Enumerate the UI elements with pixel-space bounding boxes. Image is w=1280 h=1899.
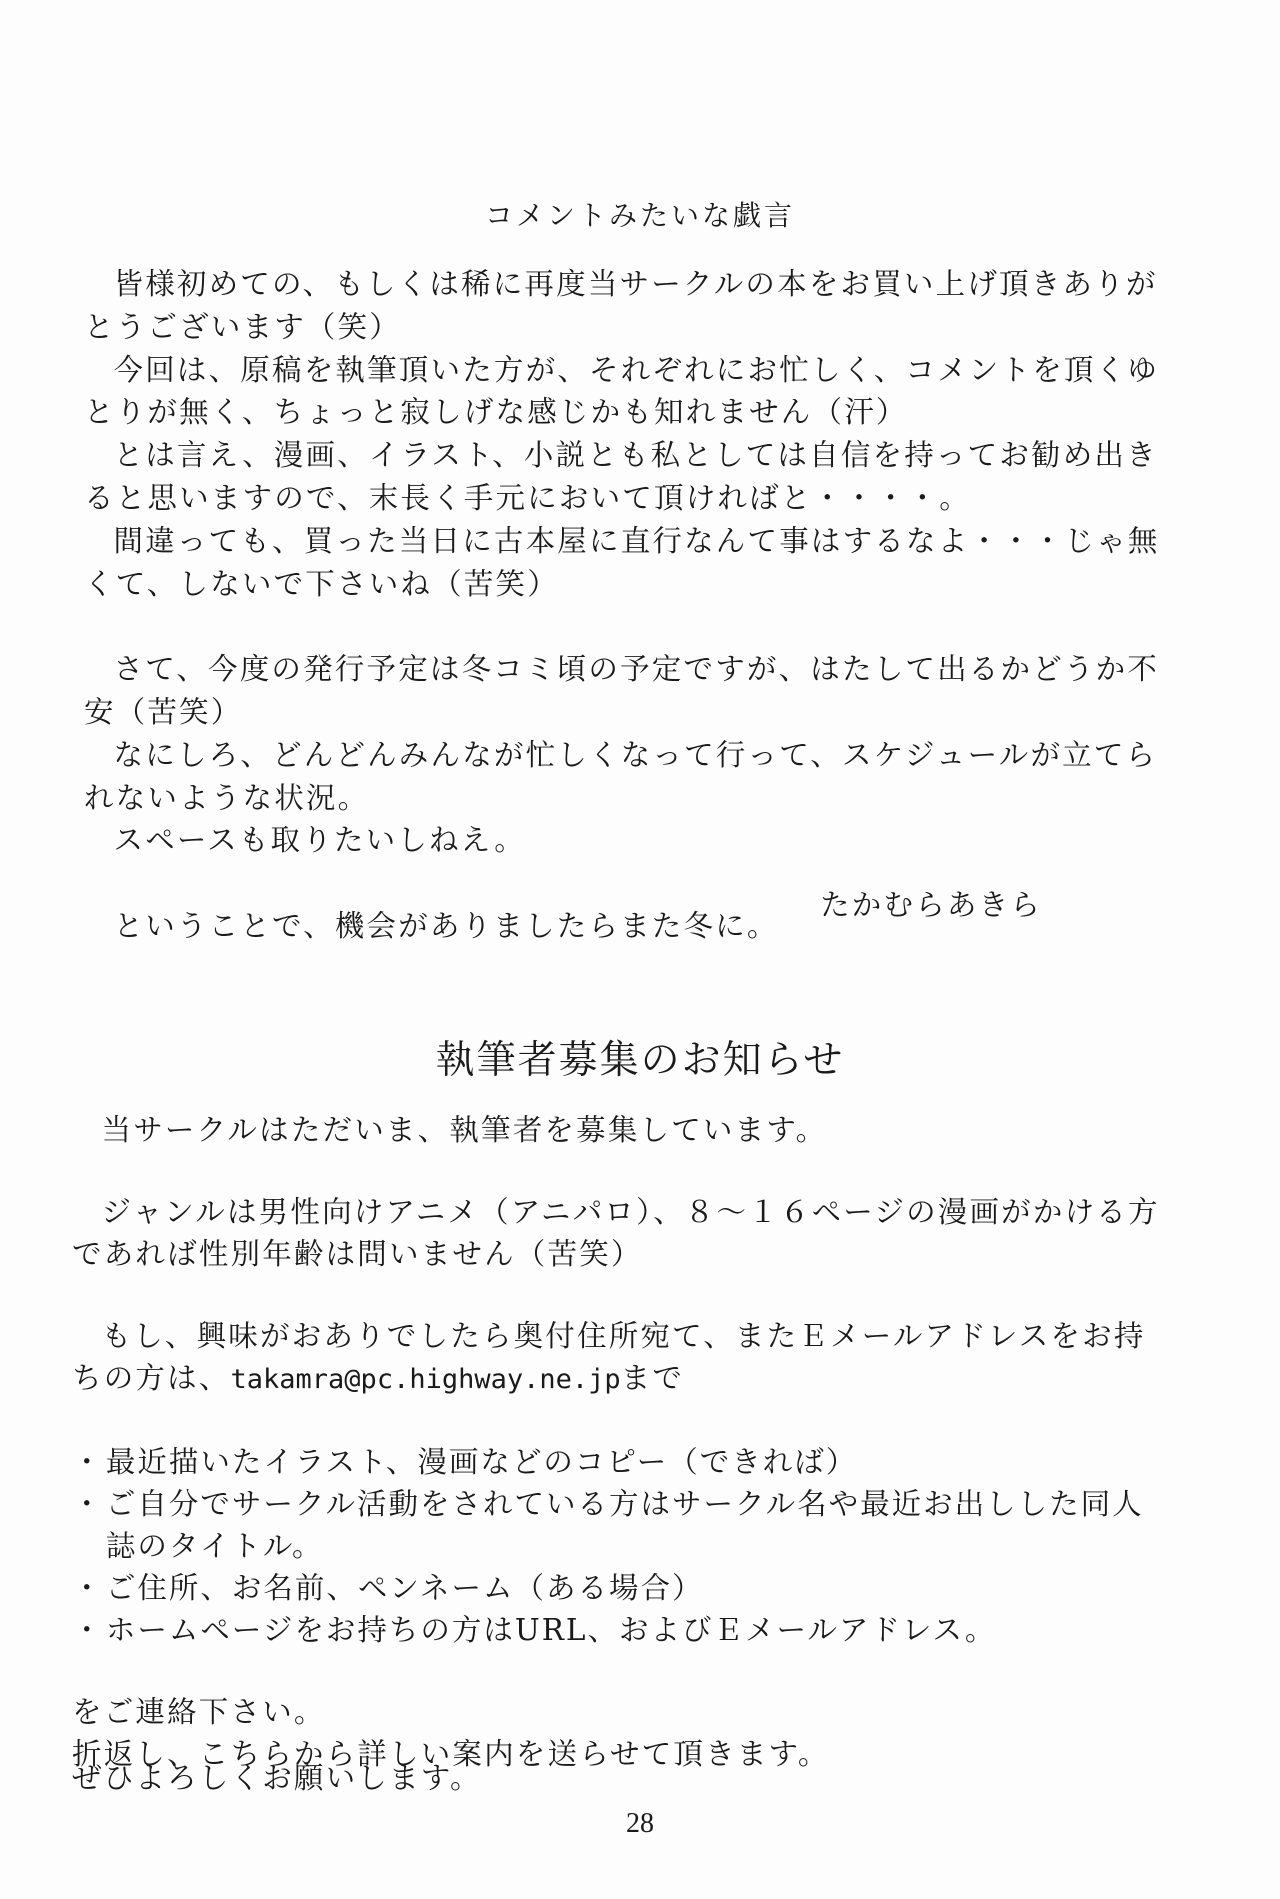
comment-paragraph: さて、今度の発行予定は冬コミ頃の予定ですが、はたして出るかどうか不安（苦笑） — [84, 652, 1160, 729]
comment-paragraph: スペースも取りたいしねえ。 — [113, 823, 526, 858]
recruit-outro-2: 折返し、こちらから詳しい案内を送らせて頂きます。 — [72, 1737, 830, 1771]
list-item-text: ホームページをお持ちの方はURL、およびＥメールアドレス。 — [105, 1613, 997, 1647]
bullet-mark: ・ — [72, 1487, 104, 1521]
comment-paragraph: ということで、機会がありましたらまた冬に。 — [113, 908, 779, 943]
recruit-intro: 当サークルはただいま、執筆者を募集しています。 — [101, 1113, 828, 1147]
closing-line: ぜひよろしくお願いします。 — [72, 1761, 482, 1795]
comment-body — [84, 263, 1180, 948]
comment-paragraph: なにしろ、どんどんみんなが忙しくなって行って、スケジュールが立てられないような状況。 — [84, 737, 1158, 815]
requirements-list — [72, 1441, 1172, 1651]
list-item — [72, 1441, 1172, 1483]
author-signature: たかむらあきら — [820, 888, 1042, 922]
paragraph-gap — [72, 1651, 1172, 1691]
list-item-text: ご自分でサークル活動をされている方はサークル名や最近お出しした同人誌のタイトル。 — [105, 1487, 1144, 1563]
bullet-mark: ・ — [72, 1613, 104, 1647]
paragraph-gap — [72, 1401, 1172, 1441]
contact-suffix: まで — [620, 1361, 685, 1395]
comment-section-title: コメントみたいな戯言 — [484, 199, 795, 232]
comment-paragraph: 皆様初めての、もしくは稀に再度当サークルの本をお買い上げ頂きありがとうございます（笑） — [84, 267, 1158, 344]
recruit-body — [72, 1109, 1172, 1775]
contact-email: takamra@pc.highway.ne.jp — [230, 1364, 621, 1395]
list-item — [72, 1567, 1172, 1609]
recruit-outro-1: をご連絡下さい。 — [72, 1695, 326, 1729]
list-item-text: 最近描いたイラスト、漫画などのコピー（できれば） — [105, 1445, 858, 1479]
paragraph-gap — [72, 1151, 1172, 1191]
bullet-mark: ・ — [72, 1571, 104, 1605]
paragraph-gap — [72, 1275, 1172, 1315]
list-item — [72, 1483, 1172, 1567]
comment-paragraph: 間違っても、買った当日に古本屋に直行なんて事はするなよ・・・じゃ無くて、しないで下さいね（苦笑） — [84, 523, 1160, 601]
paragraph-gap — [84, 605, 1180, 648]
recruit-section-title: 執筆者募集のお知らせ — [435, 1038, 845, 1083]
list-item — [72, 1609, 1172, 1651]
recruit-genre: ジャンルは男性向けアニメ（アニパロ）、８～１６ページの漫画がかける方であれば性別年齢は問いません（苦笑） — [72, 1195, 1160, 1271]
page-number: 28 — [626, 1808, 654, 1839]
recruit-contact — [72, 1315, 1172, 1401]
bullet-mark: ・ — [72, 1445, 104, 1479]
contact-prefix: もし、興味がおありでしたら奥付住所宛て、またＥメールアドレスをお持ちの方は、 — [72, 1319, 1146, 1395]
comment-paragraph: 今回は、原稿を執筆頂いた方が、それぞれにお忙しく、コメントを頂くゆとりが無く、ちょっと寂しげな感じかも知れません（汗） — [84, 352, 1160, 430]
list-item-text: ご住所、お名前、ペンネーム（ある場合） — [105, 1571, 704, 1605]
comment-paragraph: とは言え、漫画、イラスト、小説とも私としては自信を持ってお勧め出きると思いますので、末長く手元において頂ければと・・・・。 — [84, 438, 1158, 515]
